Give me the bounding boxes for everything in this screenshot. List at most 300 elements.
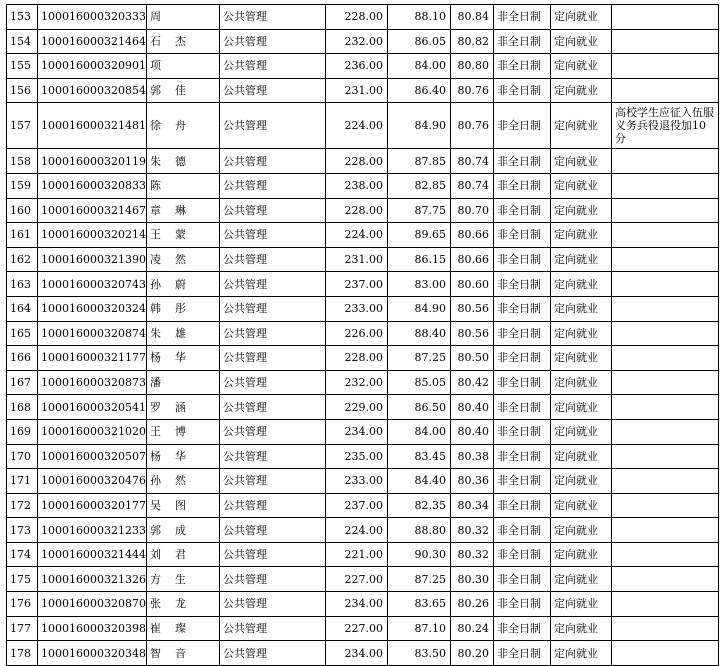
given-name-text: 华 [174, 449, 186, 463]
name-cell [146, 223, 219, 248]
exam-id-cell: 100016000320333 [38, 5, 147, 30]
exam-id-cell: 100016000320177 [38, 493, 147, 518]
initial-score-cell: 237.00 [325, 493, 387, 518]
surname-text: 朱 [149, 154, 161, 168]
row-number-cell: 168 [7, 395, 38, 420]
name-cell [146, 518, 219, 543]
given-name-text: 华 [174, 351, 186, 365]
employment-type-cell: 定向就业 [550, 103, 611, 149]
major-cell: 公共管理 [219, 370, 325, 395]
note-cell [611, 592, 718, 617]
major-cell: 公共管理 [219, 149, 325, 174]
surname-text: 凌 [149, 253, 161, 267]
table-row [7, 223, 719, 248]
note-cell [611, 469, 718, 494]
initial-score-cell: 227.00 [325, 567, 387, 592]
major-cell: 公共管理 [219, 518, 325, 543]
row-number-cell: 165 [7, 321, 38, 346]
surname-text: 王 [149, 425, 161, 439]
note-cell [611, 641, 718, 666]
major-cell: 公共管理 [219, 223, 325, 248]
exam-id-cell: 100016000321464 [38, 29, 147, 54]
table-row [7, 567, 719, 592]
study-mode-cell: 非全日制 [493, 346, 550, 371]
name-cell [146, 395, 219, 420]
note-cell [611, 370, 718, 395]
major-cell: 公共管理 [219, 542, 325, 567]
row-number-cell: 171 [7, 469, 38, 494]
major-cell: 公共管理 [219, 567, 325, 592]
retest-score-cell: 88.80 [387, 518, 450, 543]
surname-text: 智 [149, 646, 161, 660]
retest-score-cell: 86.40 [387, 78, 450, 103]
major-cell: 公共管理 [219, 78, 325, 103]
study-mode-cell: 非全日制 [493, 321, 550, 346]
table-row [7, 296, 719, 321]
surname-text: 潘 [149, 376, 161, 390]
employment-type-cell: 定向就业 [550, 78, 611, 103]
surname-text: 方 [149, 572, 161, 586]
initial-score-cell: 234.00 [325, 592, 387, 617]
retest-score-cell: 87.25 [387, 567, 450, 592]
exam-id-cell: 100016000320743 [38, 272, 147, 297]
note-cell: 高校学生应征入伍服义务兵役退役加10分 [611, 103, 718, 149]
major-cell: 公共管理 [219, 419, 325, 444]
initial-score-cell: 234.00 [325, 641, 387, 666]
initial-score-cell: 233.00 [325, 296, 387, 321]
row-number-cell: 177 [7, 616, 38, 641]
retest-score-cell: 83.50 [387, 641, 450, 666]
initial-score-cell: 237.00 [325, 272, 387, 297]
total-score-cell: 80.74 [450, 173, 493, 198]
surname-text: 罗 [149, 400, 161, 414]
given-name-text: 然 [174, 474, 186, 488]
given-name-text: 音 [174, 646, 186, 660]
row-number-cell: 156 [7, 78, 38, 103]
study-mode-cell: 非全日制 [493, 641, 550, 666]
major-cell: 公共管理 [219, 616, 325, 641]
retest-score-cell: 84.90 [387, 103, 450, 149]
exam-id-cell: 100016000321390 [38, 247, 147, 272]
note-cell [611, 223, 718, 248]
note-cell [611, 272, 718, 297]
name-cell [146, 173, 219, 198]
employment-type-cell: 定向就业 [550, 272, 611, 297]
admission-list-table [6, 4, 719, 666]
employment-type-cell: 定向就业 [550, 149, 611, 174]
surname-text: 孙 [149, 474, 161, 488]
surname-text: 刘 [149, 548, 161, 562]
exam-id-cell: 100016000320854 [38, 78, 147, 103]
retest-score-cell: 83.65 [387, 592, 450, 617]
total-score-cell: 80.70 [450, 198, 493, 223]
study-mode-cell: 非全日制 [493, 54, 550, 79]
row-number-cell: 155 [7, 54, 38, 79]
row-number-cell: 178 [7, 641, 38, 666]
name-cell [146, 321, 219, 346]
initial-score-cell: 235.00 [325, 444, 387, 469]
initial-score-cell: 231.00 [325, 247, 387, 272]
employment-type-cell: 定向就业 [550, 29, 611, 54]
total-score-cell: 80.66 [450, 223, 493, 248]
total-score-cell: 80.36 [450, 469, 493, 494]
initial-score-cell: 234.00 [325, 419, 387, 444]
note-cell [611, 173, 718, 198]
surname-text: 王 [149, 228, 161, 242]
major-cell: 公共管理 [219, 346, 325, 371]
study-mode-cell: 非全日制 [493, 616, 550, 641]
study-mode-cell: 非全日制 [493, 198, 550, 223]
employment-type-cell: 定向就业 [550, 346, 611, 371]
total-score-cell: 80.76 [450, 103, 493, 149]
row-number-cell: 157 [7, 103, 38, 149]
employment-type-cell: 定向就业 [550, 469, 611, 494]
retest-score-cell: 86.05 [387, 29, 450, 54]
exam-id-cell: 100016000320901 [38, 54, 147, 79]
employment-type-cell: 定向就业 [550, 419, 611, 444]
note-cell [611, 567, 718, 592]
initial-score-cell: 228.00 [325, 149, 387, 174]
row-number-cell: 161 [7, 223, 38, 248]
major-cell: 公共管理 [219, 592, 325, 617]
employment-type-cell: 定向就业 [550, 395, 611, 420]
row-number-cell: 153 [7, 5, 38, 30]
surname-text: 杨 [149, 351, 161, 365]
name-cell [146, 592, 219, 617]
row-number-cell: 162 [7, 247, 38, 272]
given-name-text: 彤 [174, 302, 186, 316]
employment-type-cell: 定向就业 [550, 54, 611, 79]
total-score-cell: 80.40 [450, 419, 493, 444]
exam-id-cell: 100016000320398 [38, 616, 147, 641]
employment-type-cell: 定向就业 [550, 592, 611, 617]
row-number-cell: 154 [7, 29, 38, 54]
employment-type-cell: 定向就业 [550, 641, 611, 666]
given-name-text: 雄 [174, 326, 186, 340]
retest-score-cell: 83.45 [387, 444, 450, 469]
surname-text: 吴 [149, 498, 161, 512]
total-score-cell: 80.24 [450, 616, 493, 641]
surname-text: 徐 [149, 119, 161, 133]
total-score-cell: 80.38 [450, 444, 493, 469]
surname-text: 杨 [149, 449, 161, 463]
note-cell [611, 444, 718, 469]
note-cell [611, 5, 718, 30]
initial-score-cell: 226.00 [325, 321, 387, 346]
retest-score-cell: 88.10 [387, 5, 450, 30]
total-score-cell: 80.34 [450, 493, 493, 518]
surname-text: 周 [149, 10, 161, 24]
name-cell [146, 616, 219, 641]
name-cell [146, 296, 219, 321]
given-name-text: 生 [174, 572, 186, 586]
exam-id-cell: 100016000320833 [38, 173, 147, 198]
major-cell: 公共管理 [219, 5, 325, 30]
name-cell [146, 272, 219, 297]
name-cell [146, 103, 219, 149]
total-score-cell: 80.32 [450, 542, 493, 567]
given-name-text: 蒙 [174, 228, 186, 242]
total-score-cell: 80.50 [450, 346, 493, 371]
study-mode-cell: 非全日制 [493, 592, 550, 617]
study-mode-cell: 非全日制 [493, 419, 550, 444]
table-body [7, 5, 719, 666]
exam-id-cell: 100016000320874 [38, 321, 147, 346]
study-mode-cell: 非全日制 [493, 149, 550, 174]
name-cell [146, 567, 219, 592]
surname-text: 章 [149, 203, 161, 217]
note-cell [611, 616, 718, 641]
table-row [7, 518, 719, 543]
study-mode-cell: 非全日制 [493, 370, 550, 395]
major-cell: 公共管理 [219, 103, 325, 149]
total-score-cell: 80.30 [450, 567, 493, 592]
initial-score-cell: 228.00 [325, 5, 387, 30]
row-number-cell: 176 [7, 592, 38, 617]
total-score-cell: 80.76 [450, 78, 493, 103]
surname-text: 石 [149, 34, 161, 48]
study-mode-cell: 非全日制 [493, 395, 550, 420]
retest-score-cell: 82.85 [387, 173, 450, 198]
note-cell [611, 296, 718, 321]
major-cell: 公共管理 [219, 641, 325, 666]
note-cell [611, 419, 718, 444]
name-cell [146, 5, 219, 30]
given-name-text: 成 [174, 523, 186, 537]
retest-score-cell: 84.90 [387, 296, 450, 321]
row-number-cell: 175 [7, 567, 38, 592]
table-row [7, 641, 719, 666]
initial-score-cell: 221.00 [325, 542, 387, 567]
study-mode-cell: 非全日制 [493, 223, 550, 248]
row-number-cell: 164 [7, 296, 38, 321]
surname-text: 项 [149, 59, 161, 73]
table-row [7, 272, 719, 297]
employment-type-cell: 定向就业 [550, 370, 611, 395]
surname-text: 张 [149, 597, 161, 611]
table-row [7, 395, 719, 420]
retest-score-cell: 84.00 [387, 54, 450, 79]
name-cell [146, 78, 219, 103]
table-row [7, 173, 719, 198]
given-name-text: 舟 [174, 119, 186, 133]
note-cell [611, 78, 718, 103]
retest-score-cell: 90.30 [387, 542, 450, 567]
initial-score-cell: 233.00 [325, 469, 387, 494]
row-number-cell: 167 [7, 370, 38, 395]
total-score-cell: 80.80 [450, 54, 493, 79]
exam-id-cell: 100016000320507 [38, 444, 147, 469]
study-mode-cell: 非全日制 [493, 272, 550, 297]
employment-type-cell: 定向就业 [550, 321, 611, 346]
table-row [7, 444, 719, 469]
table-row [7, 5, 719, 30]
retest-score-cell: 87.10 [387, 616, 450, 641]
exam-id-cell: 100016000321233 [38, 518, 147, 543]
note-cell [611, 29, 718, 54]
initial-score-cell: 231.00 [325, 78, 387, 103]
study-mode-cell: 非全日制 [493, 173, 550, 198]
exam-id-cell: 100016000320873 [38, 370, 147, 395]
major-cell: 公共管理 [219, 173, 325, 198]
retest-score-cell: 88.40 [387, 321, 450, 346]
total-score-cell: 80.42 [450, 370, 493, 395]
given-name-text: 涵 [174, 400, 186, 414]
name-cell [146, 370, 219, 395]
given-name-text: 琳 [174, 203, 186, 217]
retest-score-cell: 82.35 [387, 493, 450, 518]
major-cell: 公共管理 [219, 321, 325, 346]
study-mode-cell: 非全日制 [493, 296, 550, 321]
employment-type-cell: 定向就业 [550, 223, 611, 248]
given-name-text: 德 [174, 154, 186, 168]
retest-score-cell: 89.65 [387, 223, 450, 248]
table-row [7, 54, 719, 79]
note-cell [611, 321, 718, 346]
row-number-cell: 170 [7, 444, 38, 469]
employment-type-cell: 定向就业 [550, 5, 611, 30]
initial-score-cell: 227.00 [325, 616, 387, 641]
study-mode-cell: 非全日制 [493, 444, 550, 469]
employment-type-cell: 定向就业 [550, 567, 611, 592]
exam-id-cell: 100016000320476 [38, 469, 147, 494]
major-cell: 公共管理 [219, 247, 325, 272]
surname-text: 陈 [149, 179, 161, 193]
employment-type-cell: 定向就业 [550, 518, 611, 543]
total-score-cell: 80.40 [450, 395, 493, 420]
row-number-cell: 166 [7, 346, 38, 371]
table-row [7, 493, 719, 518]
note-cell [611, 346, 718, 371]
surname-text: 郭 [149, 523, 161, 537]
table-row [7, 78, 719, 103]
name-cell [146, 469, 219, 494]
name-cell [146, 247, 219, 272]
retest-score-cell: 87.75 [387, 198, 450, 223]
initial-score-cell: 232.00 [325, 370, 387, 395]
study-mode-cell: 非全日制 [493, 103, 550, 149]
employment-type-cell: 定向就业 [550, 247, 611, 272]
row-number-cell: 160 [7, 198, 38, 223]
retest-score-cell: 85.05 [387, 370, 450, 395]
major-cell: 公共管理 [219, 395, 325, 420]
initial-score-cell: 232.00 [325, 29, 387, 54]
exam-id-cell: 100016000320348 [38, 641, 147, 666]
name-cell [146, 346, 219, 371]
major-cell: 公共管理 [219, 469, 325, 494]
surname-text: 朱 [149, 326, 161, 340]
note-cell [611, 542, 718, 567]
exam-id-cell: 100016000321177 [38, 346, 147, 371]
study-mode-cell: 非全日制 [493, 542, 550, 567]
note-cell [611, 247, 718, 272]
study-mode-cell: 非全日制 [493, 567, 550, 592]
exam-id-cell: 100016000321020 [38, 419, 147, 444]
table-row [7, 247, 719, 272]
table-row [7, 198, 719, 223]
initial-score-cell: 224.00 [325, 223, 387, 248]
table-row [7, 149, 719, 174]
study-mode-cell: 非全日制 [493, 469, 550, 494]
given-name-text: 然 [174, 253, 186, 267]
given-name-text: 杰 [174, 34, 186, 48]
total-score-cell: 80.60 [450, 272, 493, 297]
row-number-cell: 173 [7, 518, 38, 543]
major-cell: 公共管理 [219, 493, 325, 518]
table-row [7, 29, 719, 54]
retest-score-cell: 87.25 [387, 346, 450, 371]
row-number-cell: 159 [7, 173, 38, 198]
surname-text: 郭 [149, 84, 161, 98]
initial-score-cell: 224.00 [325, 103, 387, 149]
note-cell [611, 54, 718, 79]
employment-type-cell: 定向就业 [550, 296, 611, 321]
given-name-text: 图 [174, 498, 186, 512]
initial-score-cell: 236.00 [325, 54, 387, 79]
table-row [7, 321, 719, 346]
name-cell [146, 54, 219, 79]
exam-id-cell: 100016000321481 [38, 103, 147, 149]
total-score-cell: 80.66 [450, 247, 493, 272]
name-cell [146, 149, 219, 174]
initial-score-cell: 229.00 [325, 395, 387, 420]
note-cell [611, 198, 718, 223]
retest-score-cell: 84.40 [387, 469, 450, 494]
major-cell: 公共管理 [219, 29, 325, 54]
table-row [7, 616, 719, 641]
exam-id-cell: 100016000321326 [38, 567, 147, 592]
row-number-cell: 174 [7, 542, 38, 567]
table-row [7, 542, 719, 567]
study-mode-cell: 非全日制 [493, 29, 550, 54]
employment-type-cell: 定向就业 [550, 444, 611, 469]
employment-type-cell: 定向就业 [550, 173, 611, 198]
study-mode-cell: 非全日制 [493, 518, 550, 543]
retest-score-cell: 86.50 [387, 395, 450, 420]
initial-score-cell: 224.00 [325, 518, 387, 543]
study-mode-cell: 非全日制 [493, 78, 550, 103]
exam-id-cell: 100016000321467 [38, 198, 147, 223]
total-score-cell: 80.82 [450, 29, 493, 54]
retest-score-cell: 84.00 [387, 419, 450, 444]
name-cell [146, 29, 219, 54]
name-cell [146, 198, 219, 223]
given-name-text: 蔚 [174, 277, 186, 291]
total-score-cell: 80.56 [450, 296, 493, 321]
given-name-text: 龙 [174, 597, 186, 611]
surname-text: 崔 [149, 621, 161, 635]
row-number-cell: 169 [7, 419, 38, 444]
row-number-cell: 172 [7, 493, 38, 518]
employment-type-cell: 定向就业 [550, 198, 611, 223]
initial-score-cell: 228.00 [325, 198, 387, 223]
study-mode-cell: 非全日制 [493, 247, 550, 272]
employment-type-cell: 定向就业 [550, 542, 611, 567]
total-score-cell: 80.56 [450, 321, 493, 346]
exam-id-cell: 100016000320119 [38, 149, 147, 174]
name-cell [146, 419, 219, 444]
table-row [7, 346, 719, 371]
surname-text: 韩 [149, 302, 161, 316]
major-cell: 公共管理 [219, 444, 325, 469]
initial-score-cell: 228.00 [325, 346, 387, 371]
name-cell [146, 542, 219, 567]
study-mode-cell: 非全日制 [493, 5, 550, 30]
total-score-cell: 80.26 [450, 592, 493, 617]
name-cell [146, 444, 219, 469]
retest-score-cell: 87.85 [387, 149, 450, 174]
retest-score-cell: 86.15 [387, 247, 450, 272]
